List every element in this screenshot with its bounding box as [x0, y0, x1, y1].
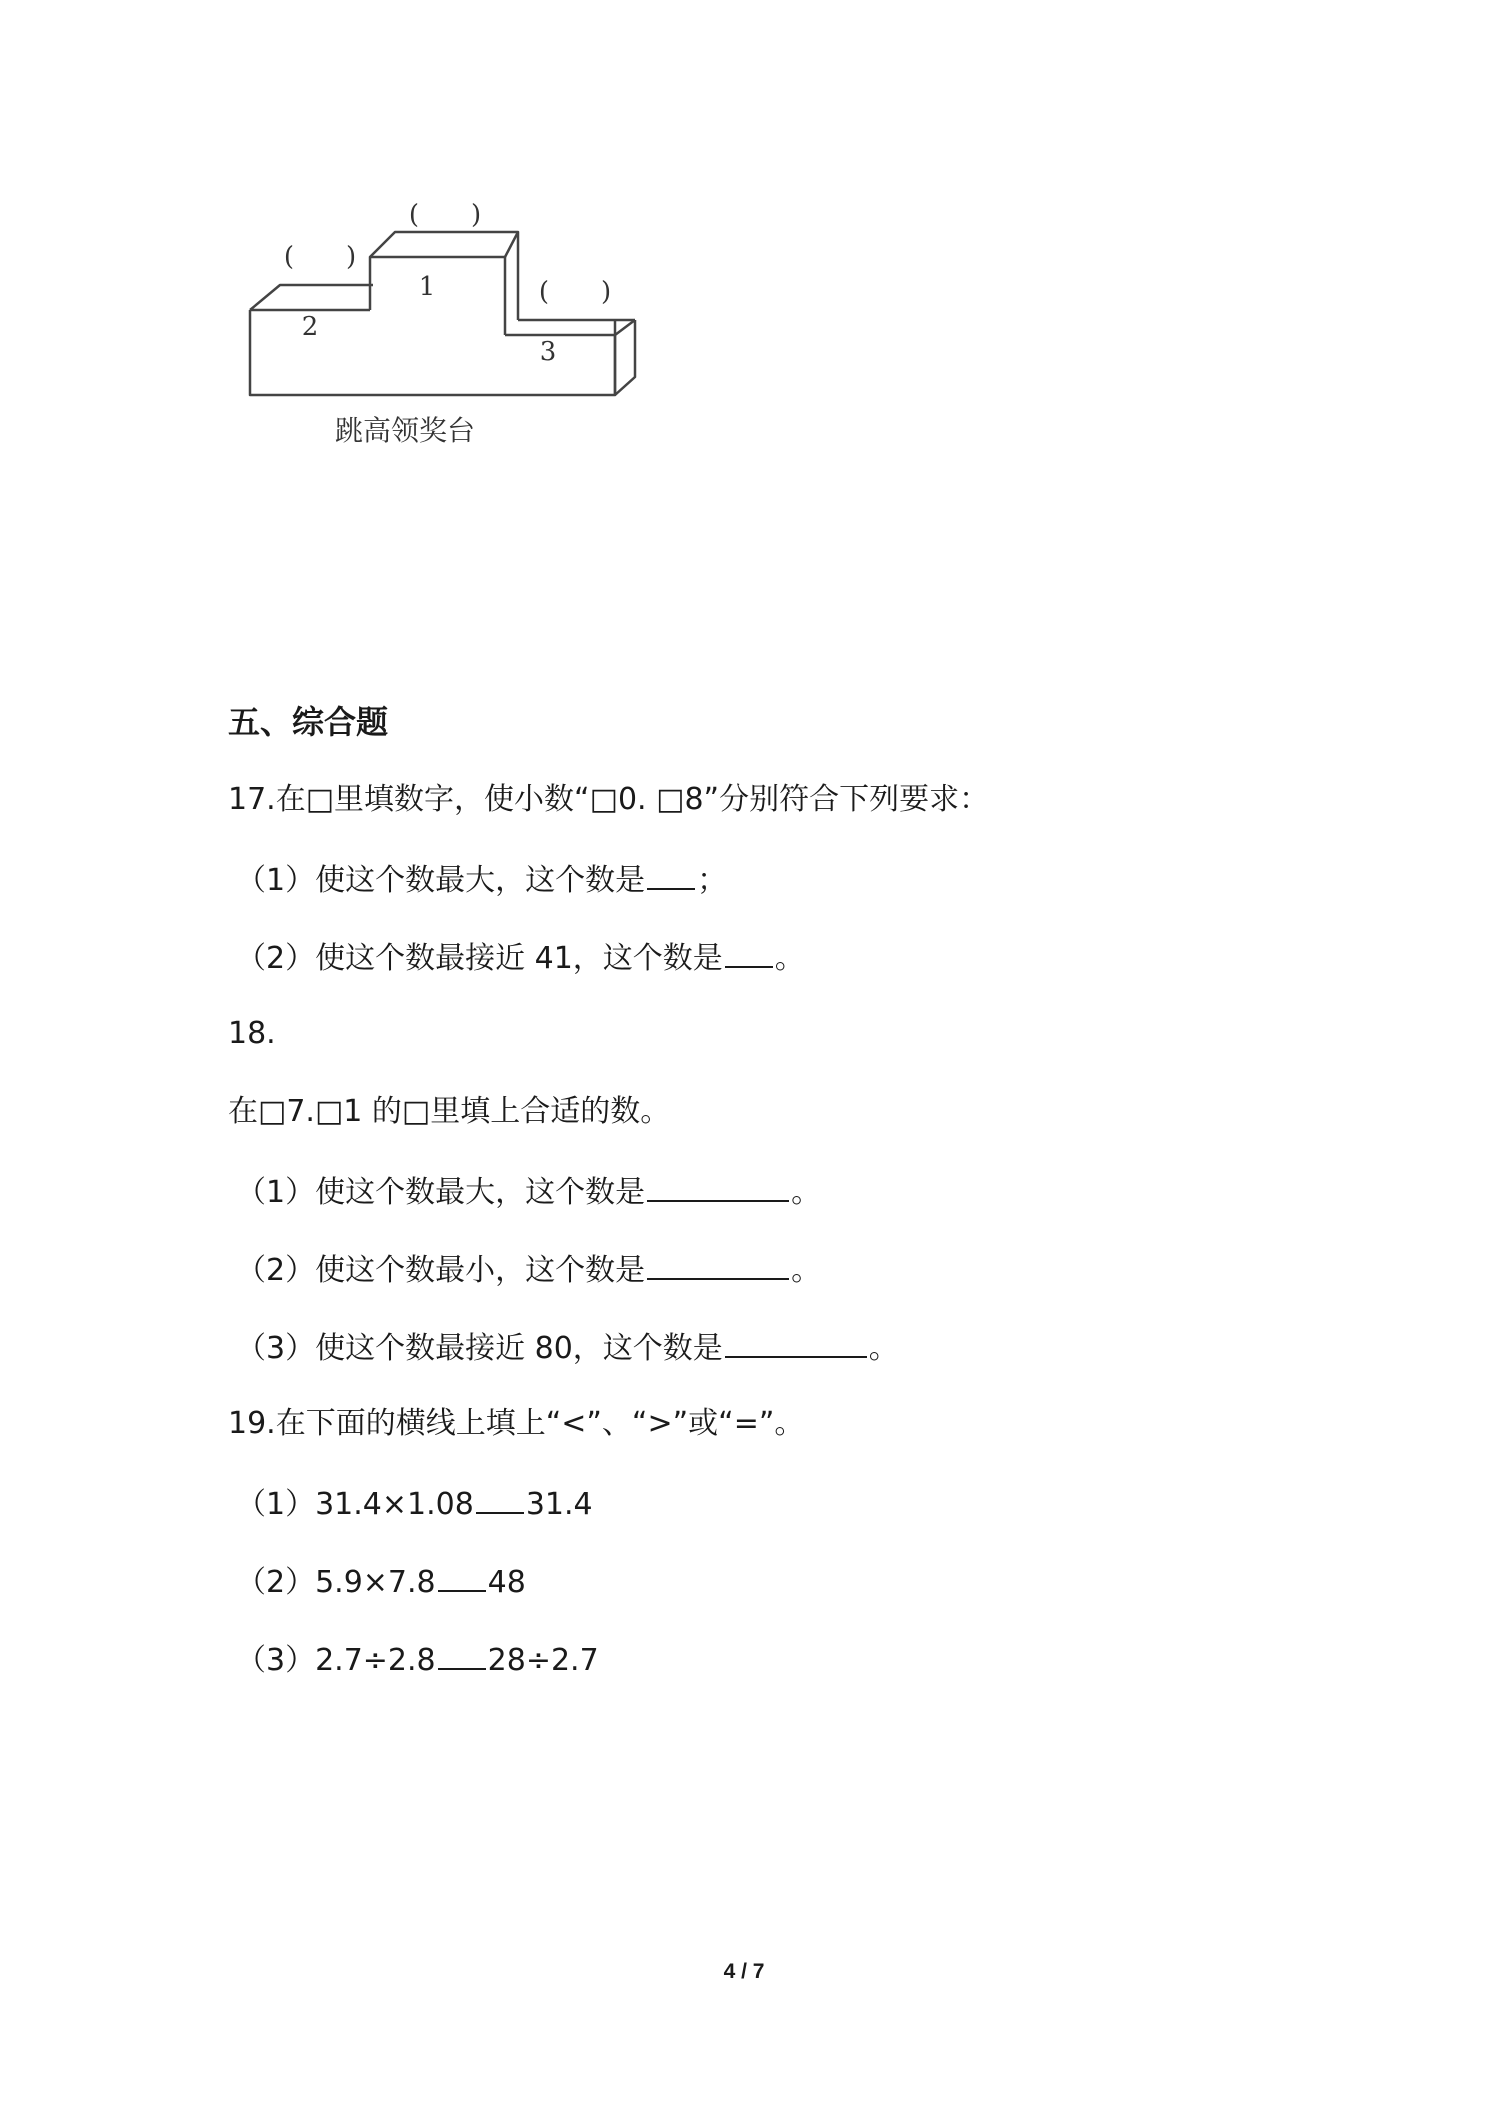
q18-part-3-text: （3）使这个数最接近 80，这个数是 — [236, 1331, 723, 1366]
podium-drawing — [230, 195, 650, 455]
q19-part-2-left: （2）5.9×7.8 — [236, 1565, 436, 1600]
q18-part-1-end: 。 — [791, 1175, 822, 1210]
q17-part-2-text: （2）使这个数最接近 41，这个数是 — [236, 941, 723, 976]
podium-label-3: 3 — [539, 337, 557, 367]
q19-part-3-blank[interactable] — [438, 1638, 486, 1670]
q18-part-1-blank[interactable] — [647, 1170, 789, 1202]
q17-part-2-blank[interactable] — [725, 936, 773, 968]
q19-stem: 19.在下面的横线上填上“<”、“>”或“=”。 — [228, 1406, 805, 1441]
q19-part-3 — [236, 1638, 599, 1681]
section-title: 五、综合题 — [228, 703, 389, 741]
q19-part-3-right: 28÷2.7 — [487, 1643, 599, 1678]
podium-figure — [230, 195, 650, 455]
q19-part-2-blank[interactable] — [438, 1560, 486, 1592]
q19-part-1-blank[interactable] — [476, 1482, 524, 1514]
podium-bracket-3: ( ) — [538, 277, 612, 307]
podium-bracket-1: ( ) — [408, 200, 482, 230]
q17-part-1-text: （1）使这个数最大，这个数是 — [236, 863, 646, 898]
podium-bracket-2: ( ) — [283, 242, 357, 272]
q17-stem: 17.在□里填数字，使小数“□0. □8”分别符合下列要求： — [228, 782, 990, 817]
q18-part-3-blank[interactable] — [725, 1326, 867, 1358]
q19-part-2 — [236, 1560, 526, 1603]
q17-part-1-end: ； — [697, 863, 728, 898]
q19-part-1-right: 31.4 — [525, 1487, 593, 1522]
q18-part-1-text: （1）使这个数最大，这个数是 — [236, 1175, 646, 1210]
q19-part-1-left: （1）31.4×1.08 — [236, 1487, 474, 1522]
q18-part-1 — [236, 1170, 821, 1213]
podium-caption: 跳高领奖台 — [334, 414, 476, 447]
q18-part-2-end: 。 — [791, 1253, 822, 1288]
q18-stem: 在□7.□1 的□里填上合适的数。 — [228, 1094, 671, 1129]
q18-part-2-blank[interactable] — [647, 1248, 789, 1280]
q17-part-1 — [236, 858, 727, 901]
podium-label-1: 1 — [418, 272, 436, 302]
q18-part-2-text: （2）使这个数最小，这个数是 — [236, 1253, 646, 1288]
q17-part-2-end: 。 — [774, 941, 805, 976]
page-number: 4 / 7 — [723, 1960, 765, 1983]
q19-part-1 — [236, 1482, 593, 1525]
q18-part-3 — [236, 1326, 899, 1369]
q18-part-3-end: 。 — [868, 1331, 899, 1366]
q19-part-2-right: 48 — [487, 1565, 526, 1600]
q18-part-2 — [236, 1248, 821, 1291]
q19-part-3-left: （3）2.7÷2.8 — [236, 1643, 436, 1678]
q17-part-1-blank[interactable] — [647, 858, 695, 890]
podium-label-2: 2 — [301, 312, 319, 342]
q18-number: 18. — [228, 1016, 276, 1051]
q17-part-2 — [236, 936, 805, 979]
